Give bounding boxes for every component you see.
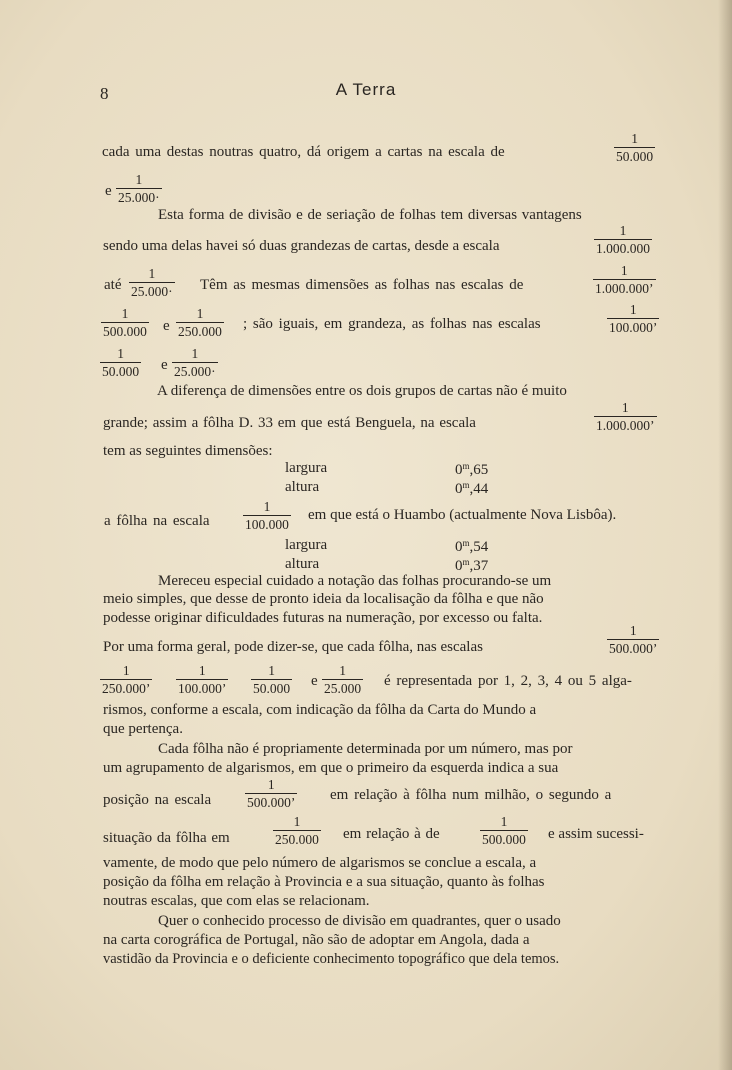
text-line: A diferença de dimensões entre os dois grupos de cartas não é muito [157,383,567,399]
text-line: em que está o Huambo (actualmente Nova Lisbôa). [308,507,617,523]
fraction: 1 250.000 [275,814,319,847]
fraction: 1 250.000’ [102,663,151,696]
text-line: Cada fôlha não é propriamente determinada por um número, mas por [158,741,573,757]
text-line: rismos, conforme a escala, com indicação da fôlha da Carta do Mundo a [103,702,537,718]
text-line: a fôlha na escala [104,513,210,529]
dimension-label: altura [285,479,320,495]
text-line: podesse originar dificuldades futuras na numeração, por excesso ou falta. [103,610,543,626]
fraction: 1 25.000· [131,266,173,299]
fraction: 1 1.000.000’ [595,263,654,296]
text-line: na carta corográfica de Portugal, não são de adoptar em Angola, dada a [103,932,530,948]
fraction: 1 250.000 [178,306,222,339]
fraction: 1 100.000’ [178,663,227,696]
fraction: 1 25.000· [118,172,160,205]
page-number: 8 [100,84,109,103]
text-line: e [163,318,170,334]
text-line: e [311,673,318,689]
dimension-value: 0$^m$,37 [455,557,489,574]
text-line: sendo uma delas havei só duas grandezas de cartas, desde a escala [103,238,500,254]
fraction: 1 500.000’ [247,777,296,810]
text-line: vastidão da Provincia e o deficiente conhecimento topográfico que dela temos. [103,951,560,967]
text-line: em relação à de [343,826,440,842]
fraction: 1 100.000 [245,499,289,532]
text-line: e [105,183,112,199]
text-line: Esta forma de divisão e de seriação de folhas tem diversas vantagens [158,207,582,223]
text-line: tem as seguintes dimensões: [103,443,273,459]
text-line: e assim sucessi- [548,826,644,842]
dimension-label: altura [285,556,320,572]
dimension-label: largura [285,537,328,553]
fraction: 1 1.000.000’ [596,400,655,433]
text-line: é representada por 1, 2, 3, 4 ou 5 alga- [384,673,632,689]
text-line: ; são iguais, em grandeza, as folhas nas escalas [243,316,541,332]
fraction: 1 25.000 [324,663,362,696]
text-line: um agrupamento de algarismos, em que o primeiro da esquerda indica a sua [103,760,559,776]
text-line: posição na escala [103,792,212,808]
text-line: em relação à fôlha num milhão, o segundo a [330,787,612,803]
dimension-value: 0$^m$,44 [455,480,489,497]
dimension-label: largura [285,460,328,476]
text-line: posição da fôlha em relação à Provincia e a sua situação, quanto às folhas [103,874,545,890]
fraction: 1 500.000 [482,814,526,847]
text-line: e [161,357,168,373]
fraction: 1 50.000 [102,346,140,379]
fraction: 1 25.000· [174,346,216,379]
text-line: Mereceu especial cuidado a notação das folhas procurando-se um [158,573,552,589]
text-line: cada uma destas noutras quatro, dá origem a cartas na escala de [102,144,505,160]
text-line: até [104,277,122,293]
fraction: 1 500.000 [103,306,147,339]
text-line: Por uma forma geral, pode dizer-se, que cada fôlha, nas escalas [103,639,483,655]
text-line: que pertença. [103,721,183,737]
running-title: A Terra [335,80,397,99]
dimension-value: 0$^m$,65 [455,461,489,478]
fraction: 1 50.000 [253,663,291,696]
text-line: Têm as mesmas dimensões as folhas nas escalas de [200,277,524,293]
text-line: vamente, de modo que pelo número de algarismos se conclue a escala, a [103,855,537,871]
text-line: situação da fôlha em [103,830,230,846]
fraction: 1 500.000’ [609,623,658,656]
text-line: Quer o conhecido processo de divisão em quadrantes, quer o usado [158,913,561,929]
fraction: 1 100.000’ [609,302,658,335]
text-line: meio simples, que desse de pronto ideia da localisação da fôlha e que não [103,591,544,607]
text-line: grande; assim a fôlha D. 33 em que está Benguela, na escala [103,415,476,431]
fraction: 1 50.000 [616,131,654,164]
dimension-value: 0$^m$,54 [455,538,489,555]
text-line: noutras escalas, que com elas se relacionam. [103,893,370,909]
fraction: 1 1.000.000 [596,223,650,256]
